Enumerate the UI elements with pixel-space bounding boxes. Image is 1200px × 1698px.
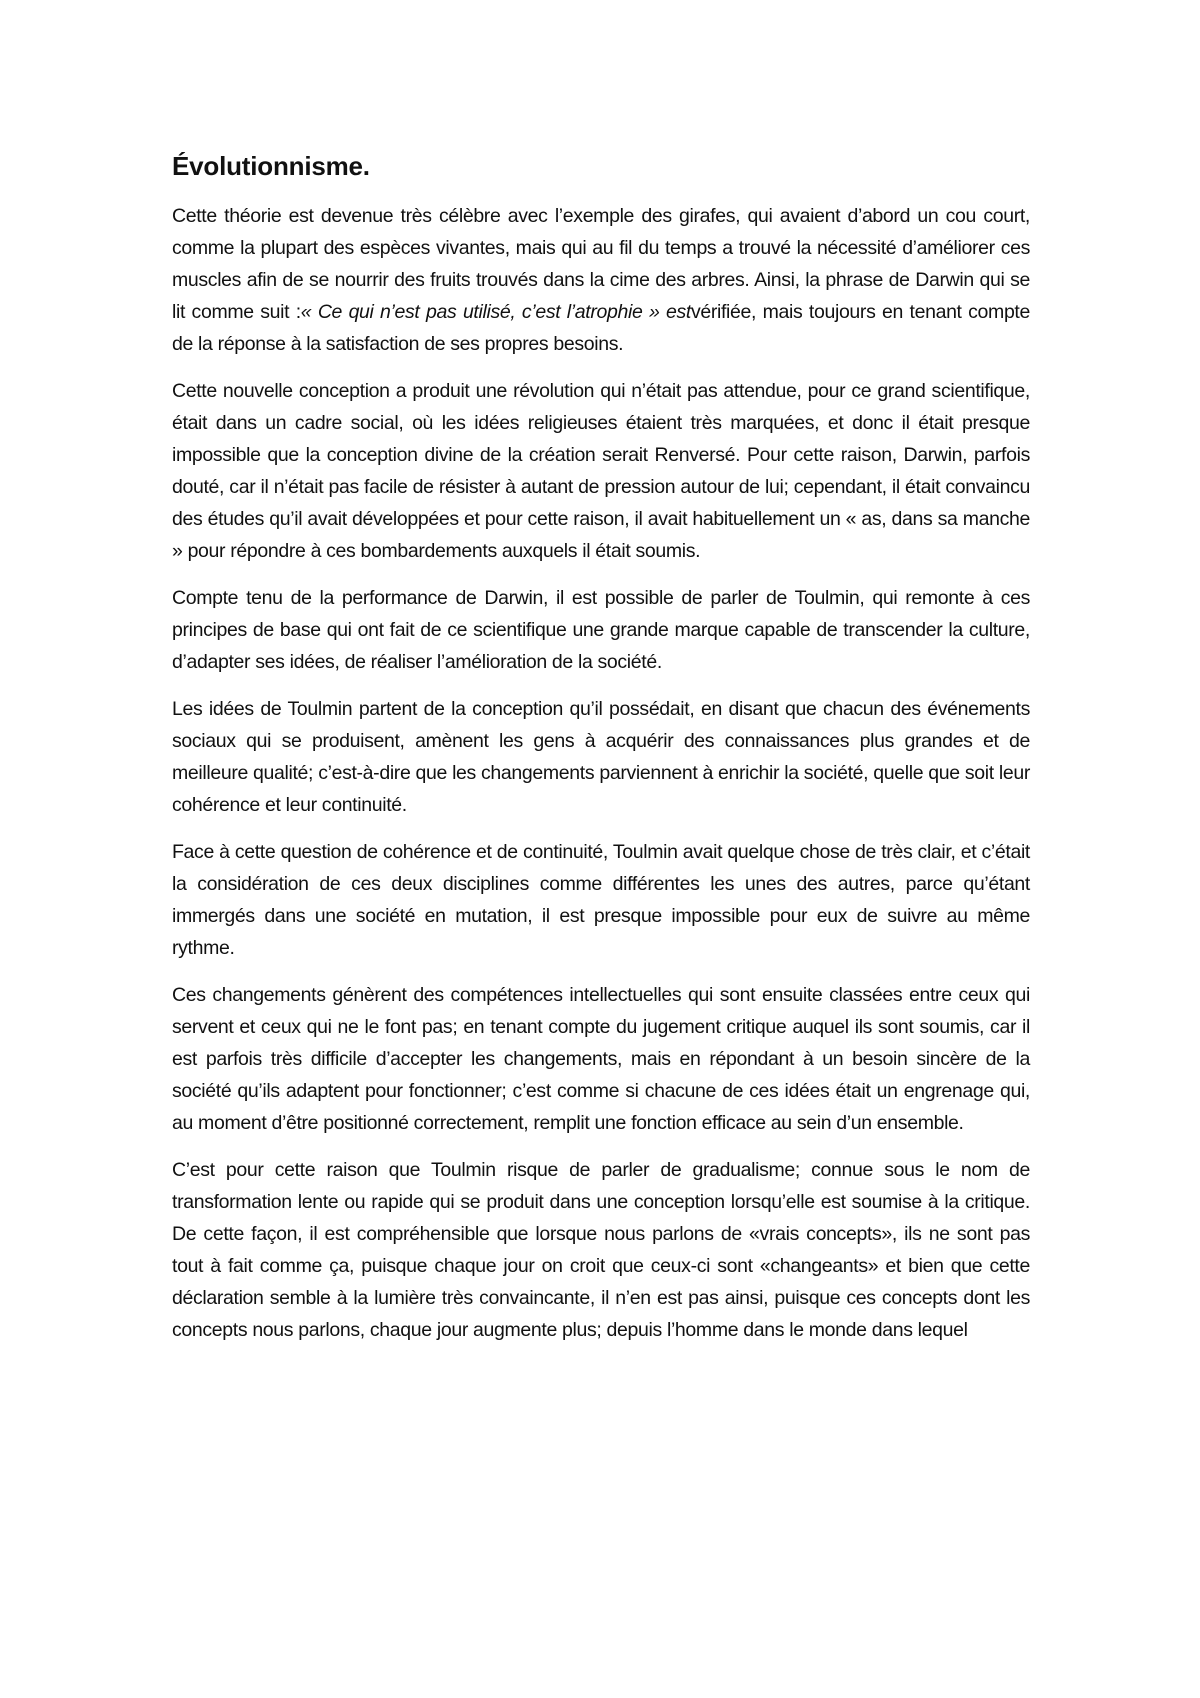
document-page [172, 148, 1030, 1361]
darwin-quote: « Ce qui n’est pas utilisé, c’est l’atrophie » est [300, 301, 691, 323]
paragraph-1-text-end: vérifiée, mais toujours en tenant compte de la réponse à la satisfaction de ses propres besoins. [172, 301, 1030, 355]
paragraph-5: Face à cette question de cohérence et de continuité, Toulmin avait quelque chose de très clair, et c’était la considération de ces deux disciplines comme différentes les unes des autres, parce qu’étant immergés dans une société en mutation, il est presque impossible pour eux de suivre au même rythme. [172, 841, 1030, 959]
paragraph-1-text: Cette théorie est devenue très célèbre avec l’exemple des girafes, qui avaient d’abord un cou court, comme la plupart des espèces vivantes, mais qui au fil du temps a trouvé la nécessité d’améliorer ces muscles afin de se nourrir des fruits trouvés dans la cime des arbres. Ainsi, la phrase de Darwin qui se lit comme suit : [172, 205, 1030, 323]
paragraph-6: Ces changements génèrent des compétences intellectuelles qui sont ensuite classées entre ceux qui servent et ceux qui ne le font pas; en tenant compte du jugement critique auquel ils sont soumis, car il est parfois très difficile d’accepter les changements, mais en répondant à un besoin sincère de la société qu’ils adaptent pour fonctionner; c’est comme si chacune de ces idées était un engrenage qui, au moment d’être positionné correctement, remplit une fonction efficace au sein d’un ensemble. [172, 984, 1030, 1134]
document-title: Évolutionnisme. [172, 151, 370, 181]
paragraph-7: C’est pour cette raison que Toulmin risque de parler de gradualisme; connue sous le nom de transformation lente ou rapide qui se produit dans une conception lorsqu’elle est soumise à la critique. De cette façon, il est compréhensible que lorsque nous parlons de «vrais concepts», ils ne sont pas tout à fait comme ça, puisque chaque jour on croit que ceux-ci sont «changeants» et bien que cette déclaration semble à la lumière très convaincante, il n’en est pas ainsi, puisque ces concepts dont les concepts nous parlons, chaque jour augmente plus; depuis l’homme dans le monde dans lequel [172, 1159, 1030, 1341]
paragraph-3: Compte tenu de la performance de Darwin, il est possible de parler de Toulmin, qui remonte à ces principes de base qui ont fait de ce scientifique une grande marque capable de transcender la culture, d’adapter ses idées, de réaliser l’amélioration de la société. [172, 587, 1030, 673]
paragraph-4: Les idées de Toulmin partent de la conception qu’il possédait, en disant que chacun des événements sociaux qui se produisent, amènent les gens à acquérir des connaissances plus grandes et de meilleure qualité; c’est-à-dire que les changements parviennent à enrichir la société, quelle que soit leur cohérence et leur continuité. [172, 698, 1030, 816]
paragraph-2: Cette nouvelle conception a produit une révolution qui n’était pas attendue, pour ce grand scientifique, était dans un cadre social, où les idées religieuses étaient très marquées, et donc il était presque impossible que la conception divine de la création serait Renversé. Pour cette raison, Darwin, parfois douté, car il n’était pas facile de résister à autant de pression autour de lui; cependant, il était convaincu des études qu’il avait développées et pour cette raison, il avait habituellement un « as, dans sa manche » pour répondre à ces bombardements auxquels il était soumis. [172, 380, 1030, 562]
paragraph-1 [172, 200, 1030, 360]
